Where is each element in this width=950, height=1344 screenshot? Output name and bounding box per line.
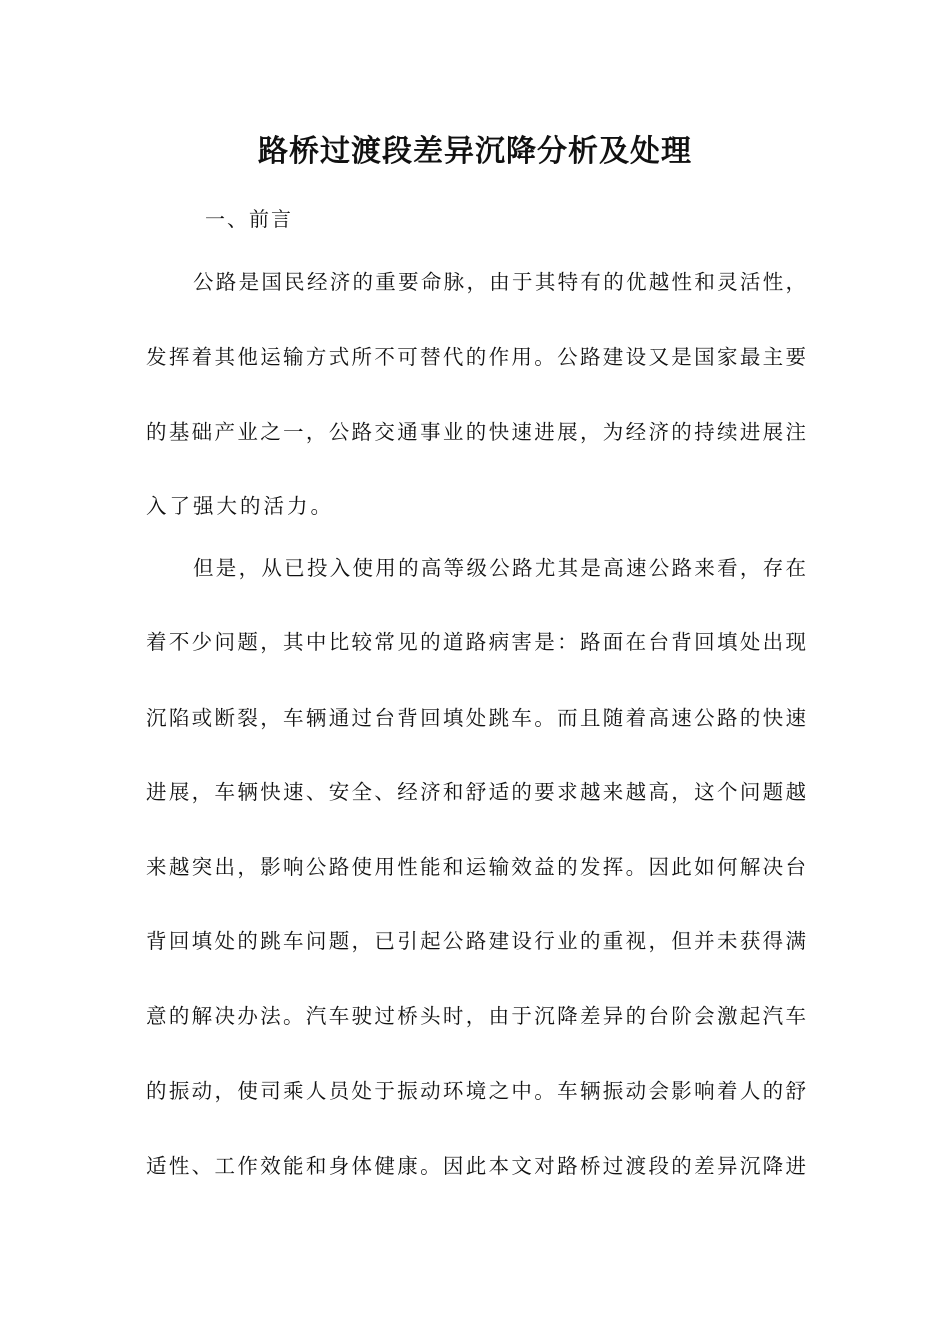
paragraph-line: 着不少问题，其中比较常见的道路病害是：路面在台背回填处出现	[146, 630, 806, 654]
paragraph-line: 沉陷或断裂，车辆通过台背回填处跳车。而且随着高速公路的快速	[146, 706, 806, 730]
paragraph-line: 的基础产业之一，公路交通事业的快速进展，为经济的持续进展注	[146, 420, 806, 444]
paragraph-line: 适性、工作效能和身体健康。因此本文对路桥过渡段的差异沉降进	[146, 1154, 806, 1178]
paragraph-line: 意的解决办法。汽车驶过桥头时，由于沉降差异的台阶会激起汽车	[146, 1004, 806, 1028]
section-heading: 一、前言	[205, 207, 293, 231]
paragraph-line: 进展，车辆快速、安全、经济和舒适的要求越来越高，这个问题越	[146, 780, 806, 804]
paragraph-line: 入了强大的活力。	[146, 494, 334, 518]
paragraph-line: 公路是国民经济的重要命脉，由于其特有的优越性和灵活性，	[193, 270, 806, 294]
paragraph-line: 背回填处的跳车问题，已引起公路建设行业的重视，但并未获得满	[146, 929, 806, 953]
paragraph-line: 的振动，使司乘人员处于振动环境之中。车辆振动会影响着人的舒	[146, 1079, 806, 1103]
document-title: 路桥过渡段差异沉降分析及处理	[258, 134, 692, 169]
paragraph-line: 但是，从已投入使用的高等级公路尤其是高速公路来看，存在	[193, 556, 806, 580]
paragraph-line: 发挥着其他运输方式所不可替代的作用。公路建设又是国家最主要	[146, 345, 806, 369]
paragraph-line: 来越突出，影响公路使用性能和运输效益的发挥。因此如何解决台	[146, 855, 806, 879]
